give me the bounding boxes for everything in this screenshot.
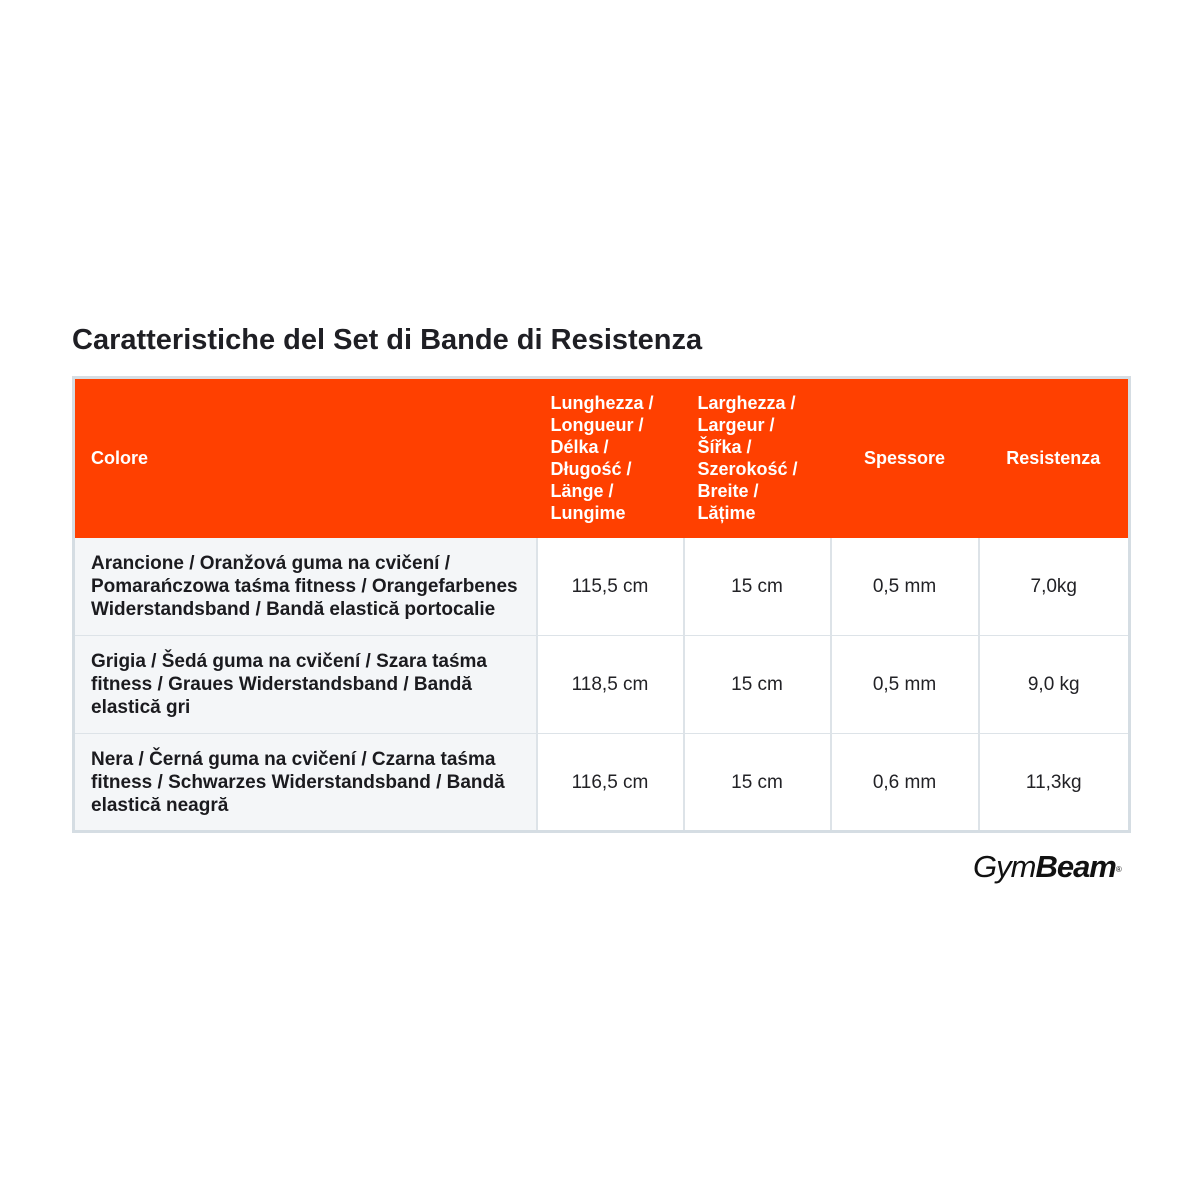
cell-length: 115,5 cm [537, 538, 684, 636]
cell-resistance: 9,0 kg [979, 636, 1130, 734]
header-length [537, 378, 684, 538]
header-resistance: Resistenza [979, 378, 1130, 538]
header-length-line: Longueur / [550, 415, 644, 436]
header-width-line: Largeur / [697, 415, 775, 436]
header-width-line: Lățime [697, 503, 756, 524]
header-length-line: Délka / [550, 437, 609, 458]
logo-beam: Beam [1035, 849, 1116, 884]
cell-color: Arancione / Oranžová guma na cvičení / Pomarańczowa taśma fitness / Orangefarbenes Widerstandsband / Bandă elastică portocalie [74, 538, 537, 636]
header-width-line: Szerokość / [697, 459, 798, 480]
cell-width: 15 cm [684, 636, 831, 734]
header-width-line: Larghezza / [697, 393, 796, 414]
header-length-line: Lungime [550, 503, 626, 524]
cell-resistance: 7,0kg [979, 538, 1130, 636]
logo-registered-mark: ® [1115, 865, 1122, 874]
header-width-line: Šířka / [697, 437, 752, 458]
header-width-line: Breite / [697, 481, 759, 502]
header-length-line: Lunghezza / [550, 393, 654, 414]
cell-thickness: 0,5 mm [831, 636, 979, 734]
cell-thickness: 0,5 mm [831, 538, 979, 636]
logo-gym: Gym [973, 849, 1036, 884]
specs-table [72, 376, 1131, 833]
header-color: Colore [74, 378, 537, 538]
page-title: Caratteristiche del Set di Bande di Resistenza [72, 324, 703, 356]
header-length-line: Długość / [550, 459, 632, 480]
cell-width: 15 cm [684, 734, 831, 832]
cell-color: Grigia / Šedá guma na cvičení / Szara taśma fitness / Graues Widerstandsband / Bandă elastică gri [74, 636, 537, 734]
table-header-row [74, 378, 1130, 538]
table-row [74, 538, 1130, 636]
cell-resistance: 11,3kg [979, 734, 1130, 832]
cell-length: 116,5 cm [537, 734, 684, 832]
header-thickness: Spessore [831, 378, 979, 538]
cell-length: 118,5 cm [537, 636, 684, 734]
table-row [74, 636, 1130, 734]
cell-color: Nera / Černá guma na cvičení / Czarna taśma fitness / Schwarzes Widerstandsband / Bandă elastică neagră [74, 734, 537, 832]
cell-width: 15 cm [684, 538, 831, 636]
cell-thickness: 0,6 mm [831, 734, 979, 832]
table-row [74, 734, 1130, 832]
header-width [684, 378, 831, 538]
header-length-line: Länge / [550, 481, 614, 502]
gymbeam-logo [973, 850, 1133, 890]
content [72, 322, 1128, 833]
